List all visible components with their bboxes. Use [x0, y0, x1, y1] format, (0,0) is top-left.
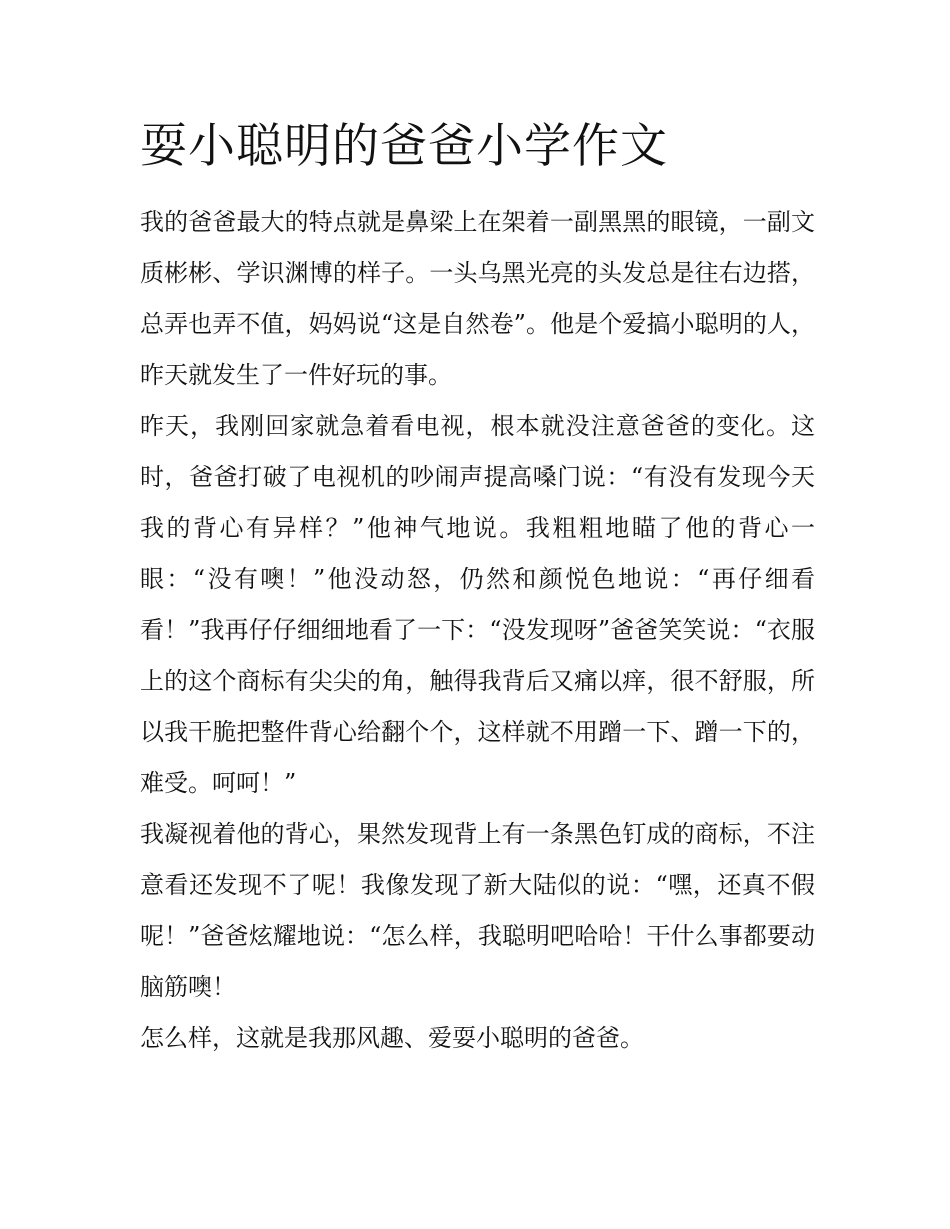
document-body — [140, 112, 815, 1064]
paragraph-1: 我的爸爸最大的特点就是鼻梁上在架着一副黑黑的眼镜，一副文质彬彬、学识渊博的样子。一头乌黑光亮的头发总是往右边搭，总弄也弄不值，妈妈说“这是自然卷”。他是个爱搞小聪明的人，昨天就发生了一件好玩的事。 — [140, 208, 815, 389]
paragraph-4: 怎么样，这就是我那风趣、爱耍小聪明的爸爸。 — [140, 1024, 644, 1052]
document-title: 耍小聪明的爸爸小学作文 — [140, 119, 668, 174]
paragraph-3: 我凝视着他的背心，果然发现背上有一条黑色钉成的商标，不注意看还发现不了呢！我像发现了新大陆似的说：“嘿，还真不假呢！”爸爸炫耀地说：“怎么样，我聪明吧哈哈！干什么事都要动脑筋噢！ — [140, 820, 815, 1001]
paragraph-2: 昨天，我刚回家就急着看电视，根本就没注意爸爸的变化。这时，爸爸打破了电视机的吵闹声提高嗓门说：“有没有发现今天我的背心有异样？”他神气地说。我粗粗地瞄了他的背心一眼：“没有噢！”他没动怒，仍然和颜悦色地说：“再仔细看看！”我再仔仔细细地看了一下：“没发现呀”爸爸笑笑说：“衣服上的这个商标有尖尖的角，触得我背后又痛以痒，很不舒服，所以我干脆把整件背心给翻个个，这样就不用蹭一下、蹭一下的，难受。呵呵！” — [140, 412, 815, 797]
